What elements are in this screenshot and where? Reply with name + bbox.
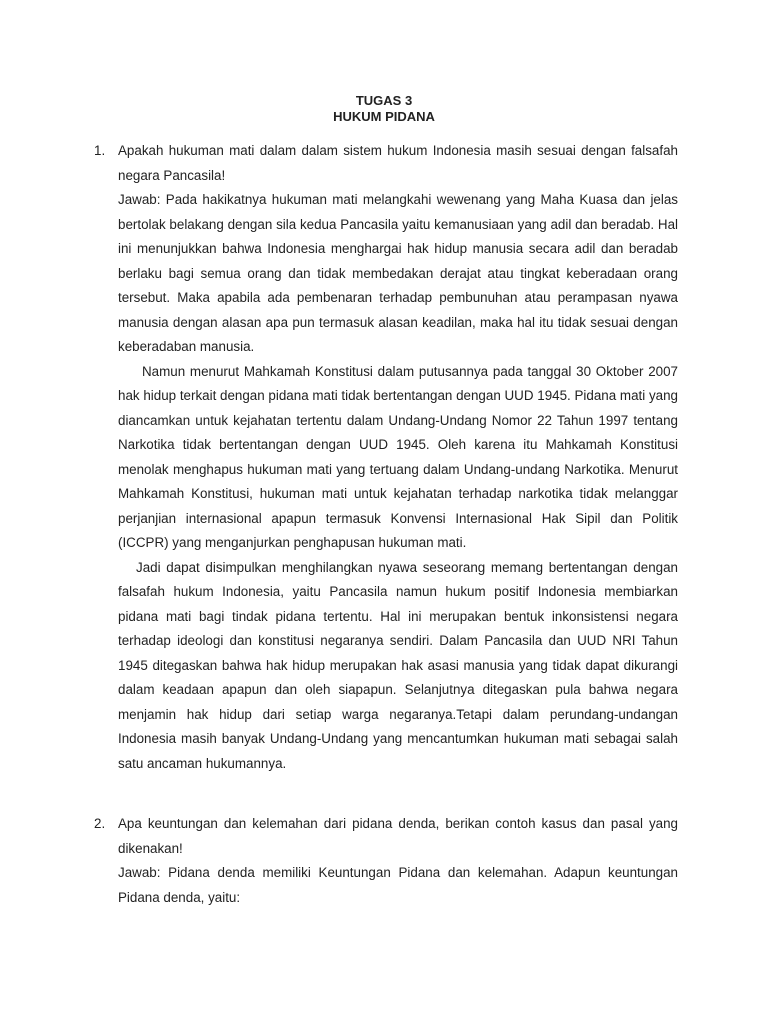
answer-paragraph: Jadi dapat disimpulkan menghilangkan nyawa seseorang memang bertentangan dengan falsafah hukum Indonesia, yaitu Pancasila namun hukum positif Indonesia membiarkan pidana mati bagi tindak pidana tertentu. Hal ini merupakan bentuk inkonsistensi negara terhadap ideologi dan konstitusi negaranya sendiri. Dalam Pancasila dan UUD NRI Tahun 1945 ditegaskan bahwa hak hidup merupakan hak asasi manusia yang tidak dapat dikurangi dalam keadaan apapun dan oleh siapapun. Selanjutnya ditegaskan pula bahwa negara menjamin hak hidup dari setiap warga negaranya.Tetapi dalam perundang-undangan Indonesia masih banyak Undang-Undang yang mencantumkan hukuman mati sebagai salah satu ancaman hukumannya. — [118, 559, 678, 771]
question-1 — [94, 139, 678, 776]
question-2 — [94, 812, 678, 910]
question-number: 2. — [94, 816, 106, 831]
title-line-1: TUGAS 3 — [355, 93, 413, 108]
question-text: Apa keuntungan dan kelemahan dari pidana denda, berikan contoh kasus dan pasal yang dikenakan! — [118, 816, 678, 856]
title-line-2: HUKUM PIDANA — [333, 109, 435, 124]
answer-paragraph: Jawab: Pada hakikatnya hukuman mati melangkahi wewenang yang Maha Kuasa dan jelas bertolak belakang dengan sila kedua Pancasila yaitu kemanusiaan yang adil dan beradab. Hal ini menunjukkan bahwa Indonesia menghargai hak hidup manusia secara adil dan beradab berlaku bagi semua orang dan tidak membedakan derajat atau tingkat keberadaan orang tersebut. Maka apabila ada pembenaran terhadap pembunuhan atau perampasan nyawa manusia dengan alasan apa pun termasuk alasan keadilan, maka hal itu tidak sesuai dengan keberadaban manusia. — [118, 192, 678, 354]
question-text: Apakah hukuman mati dalam dalam sistem hukum Indonesia masih sesuai dengan falsafah negara Pancasila! — [118, 143, 678, 183]
question-body — [118, 812, 678, 910]
answer-paragraph: Jawab: Pidana denda memiliki Keuntungan Pidana dan kelemahan. Adapun keuntungan Pidana denda, yaitu: — [118, 865, 678, 905]
question-number: 1. — [94, 143, 106, 158]
document-title — [0, 93, 768, 125]
question-body — [118, 139, 678, 776]
answer-paragraph: Namun menurut Mahkamah Konstitusi dalam putusannya pada tanggal 30 Oktober 2007 hak hidup terkait dengan pidana mati tidak bertentangan dengan UUD 1945. Pidana mati yang diancamkan untuk kejahatan tertentu dalam Undang-Undang Nomor 22 Tahun 1997 tentang Narkotika tidak bertentangan dengan UUD 1945. Oleh karena itu Mahkamah Konstitusi menolak menghapus hukuman mati yang tertuang dalam Undang-undang Narkotika. Menurut Mahkamah Konstitusi, hukuman mati untuk kejahatan terhadap narkotika tidak melanggar perjanjian internasional apapun termasuk Konvensi Internasional Hak Sipil dan Politik (ICCPR) yang menganjurkan penghapusan hukuman mati. — [118, 363, 678, 550]
